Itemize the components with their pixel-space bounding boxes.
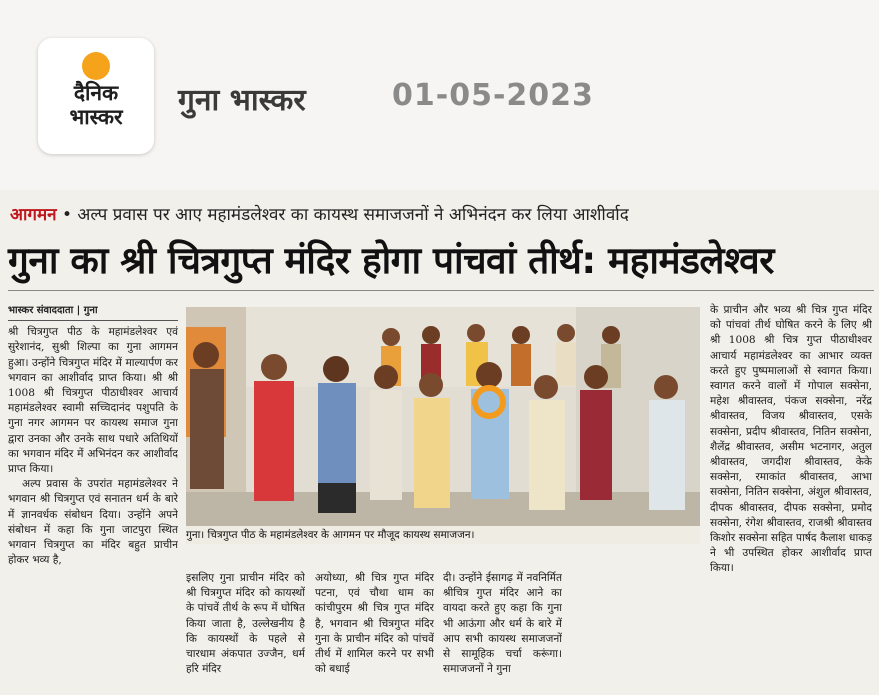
clipping-header [0, 0, 879, 190]
kicker-label: आगमन [10, 205, 57, 225]
article-paragraph: के प्राचीन और भव्य श्री चित्र गुप्त मंदिर को पांचवां तीर्थ घोषित करने के लिए श्री श्री 1008 श्री चित्र गुप्त पीठाधीश्वर आचार्य महामंडलेश्वर का आभार व्यक्त करते हुए पुष्पमालाओं से स्वागत किया। स्वागत करने वालों में गोपाल सक्सेना, महेश श्रीवास्तव, पंकज सक्सेना, नरेंद्र श्रीवास्तव, विजय श्रीवास्तव, एसके सक्सेना, प्रदीप श्रीवास्तव, नितिन सक्सेना, शैलेंद्र श्रीवास्तव, असीम भटनागर, अतुल श्रीवास्तव, जगदीश श्रीवास्तव, केके सक्सेना, रमाकांत श्रीवास्तव, आभा सक्सेना, नितिन सक्सेना, अंशुल श्रीवास्तव, दीपक श्रीवास्तव, दीपक सक्सेना, प्रमोद सक्सेना, रंगेश श्रीवास्तव, राजश्री श्रीवास्तव किशोर सक्सेना सहित पार्षद कैलाश धाकड़ ने भी उपस्थित होकर आशीर्वाद प्राप्त किया। [710, 304, 872, 575]
dainik-bhaskar-logo [38, 38, 154, 154]
publication-name: गुना भास्कर [178, 83, 306, 118]
article-paragraph: दी। उन्होंने ईसागढ़ में नवनिर्मित श्रीचित्र गुप्त मंदिर आने का वायदा करते हुए कहा कि गुना भी आऊंगा और धर्म के बारे में आप सभी कायस्थ समाजजनों से सामूहिक चर्चा करूंगा। समाजजनों ने गुना [443, 572, 562, 676]
photo-caption: गुना। चित्रगुप्त पीठ के महामंडलेश्वर के आगमन पर मौजूद कायस्थ समाजजन। [186, 526, 700, 544]
article-paragraph: इसलिए गुना प्राचीन मंदिर को श्री चित्रगुप्त मंदिर को कायस्थों के पांचवें तीर्थ के रूप में घोषित किया जाता है, उल्लेखनीय है कि कायस्थों के पहले से चारधाम अंकपात उज्जैन, धर्म हरि मंदिर [186, 572, 305, 676]
article-column-4 [443, 571, 562, 689]
sun-icon [82, 52, 110, 80]
headline-divider [8, 290, 874, 291]
article-paragraph: अल्प प्रवास के उपरांत महामंडलेश्वर ने भगवान श्री चित्रगुप्त एवं सनातन धर्म के बारे में ज्ञानवर्धक संबोधन दिया। उन्होंने अपने संबोधन में कहा कि गुना जाटपुरा स्थित भगवान चित्रगुप्त का मंदिर बहुत प्राचीन होकर भव्य है, [8, 478, 178, 567]
group-photo [186, 307, 700, 526]
kicker [10, 202, 629, 225]
logo-text-line1: दैनिक [73, 81, 119, 105]
group-photo-illustration [186, 307, 700, 526]
logo-text-line2: भास्कर [69, 105, 123, 129]
newspaper-clipping [0, 190, 879, 695]
article-column-2 [186, 571, 305, 689]
article-column-5 [710, 303, 872, 688]
article-column-3 [315, 571, 434, 689]
byline: भास्कर संवाददाता | गुना [8, 303, 178, 321]
headline: गुना का श्री चित्रगुप्त मंदिर होगा पांचवां तीर्थ: महामंडलेश्वर [8, 239, 774, 282]
kicker-text: • अल्प प्रवास पर आए महामंडलेश्वर का कायस्थ समाजजनों ने अभिनंदन कर लिया आशीर्वाद [61, 205, 629, 225]
publication-date: 01-05-2023 [392, 78, 594, 113]
article-paragraph: अयोध्या, श्री चित्र गुप्त मंदिर पटना, एवं चौथा धाम का कांचीपुरम श्री चित्र गुप्त मंदिर है, भगवान श्री चित्रगुप्त मंदिर गुना के प्राचीन मंदिर को पांचवें तीर्थ में शामिल करने पर सभी को बधाई [315, 572, 434, 676]
article-column-1 [8, 303, 178, 688]
article-paragraph: श्री चित्रगुप्त पीठ के महामंडलेश्वर एवं सुरेशानंद, सुश्री शिल्पा का गुना आगमन हुआ। उन्होंने चित्रगुप्त मंदिर में माल्यार्पण कर भगवान का आशीर्वाद प्राप्त किया। श्री श्री 1008 श्री चित्रगुप्त पीठाधीश्वर आचार्य महामंडलेश्वर स्वामी सच्चिदानंद पशुपति के गुना नगर आगमन पर कायस्थ समाज गुना द्वारा उनका और उनके साथ पधारे अतिथियों का भगवान मंदिर में अभिनंदन कर आशीर्वाद प्राप्त किया। [8, 326, 178, 476]
